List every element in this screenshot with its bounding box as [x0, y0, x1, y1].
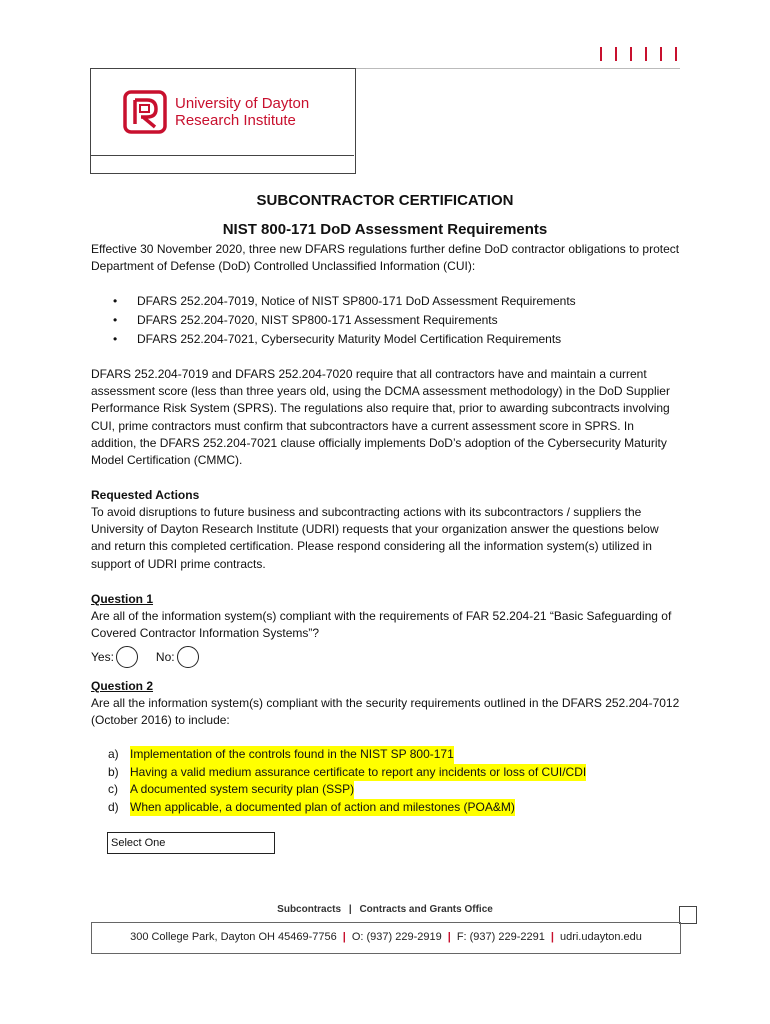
footer-office: Subcontracts | Contracts and Grants Office [277, 904, 493, 915]
header-box-divider [90, 155, 354, 156]
page-subtitle: NIST 800-171 DoD Assessment Requirements [222, 221, 548, 238]
org-name-line2: Research Institute [175, 112, 296, 129]
footer-phone: O: (937) 229-2919 [351, 931, 442, 943]
requested-actions-text: To avoid disruptions to future business and subcontracting actions with its subcontractors / suppliers the University of Dayton Research Institute (UDRI) requests that your organization answer the questions below and return this completed certification. Please respond considering all the information system(s) utilized in support of UDRI prime contracts. [91, 505, 659, 571]
list-item: a) Implementation of the controls found in the NIST SP 800-171 [108, 746, 586, 764]
question2-requirements-list [108, 746, 586, 816]
no-radio[interactable] [177, 646, 199, 668]
requested-actions-heading: Requested Actions [91, 488, 200, 502]
footer-website-link[interactable]: udri.udayton.edu [559, 931, 642, 943]
footer-fax: F: (937) 229-2291 [456, 931, 545, 943]
question1-answer [91, 646, 201, 668]
footer-address: 300 College Park, Dayton OH 45469-7756 [130, 931, 337, 943]
question2-heading: Question 2 [91, 679, 154, 693]
decorative-ticks [600, 47, 677, 61]
list-item: • DFARS 252.204-7019, Notice of NIST SP800-171 DoD Assessment Requirements [113, 294, 576, 308]
udri-logo [123, 90, 309, 134]
requirements-paragraph: DFARS 252.204-7019 and DFARS 252.204-7020 require that all contractors have and maintain a current assessment score (less than three years old, using the DCMA assessment methodology) in the DoD Supplier Performance Risk System (SPRS). The regulations also require that, prior to awarding subcontracts involving CUI, prime contractors must confirm that subcontractors have a current assessment score in SPRS. In addition, the DFARS 252.204-7021 clause officially implements DoD’s adoption of the Cybersecurity Maturity Model Certification (CMMC). [91, 367, 670, 468]
regulation-list [113, 292, 576, 349]
org-name-line1: University of Dayton [175, 95, 310, 112]
yes-label: Yes: [91, 650, 114, 664]
list-item: c) A documented system security plan (SSP) [108, 781, 586, 799]
list-item: b) Having a valid medium assurance certificate to report any incidents or loss of CUI/CDI [108, 764, 586, 782]
question1-text: Are all of the information system(s) compliant with the requirements of FAR 52.204-21 “Basic Safeguarding of Covered Contractor Information Systems”? [91, 609, 672, 641]
list-item: d) When applicable, a documented plan of action and milestones (POA&M) [108, 799, 586, 817]
intro-paragraph: Effective 30 November 2020, three new DFARS regulations further define DoD contractor obligations to protect Department of Defense (DoD) Controlled Unclassified Information (CUI): [91, 242, 680, 274]
question2-text: Are all the information system(s) compliant with the security requirements outlined in the DFARS 252.204-7012 (October 2016) to include: [91, 696, 680, 728]
no-label: No: [155, 650, 175, 664]
question2-answer-select[interactable]: Select One [107, 832, 275, 854]
footer-contact: 300 College Park, Dayton OH 45469-7756 | O: (937) 229-2919 | F: (937) 229-2291 | udri.udayton.edu [130, 931, 642, 943]
page-title: SUBCONTRACTOR CERTIFICATION [256, 192, 514, 209]
yes-radio[interactable] [116, 646, 138, 668]
corner-box [679, 906, 697, 924]
list-item: • DFARS 252.204-7020, NIST SP800-171 Assessment Requirements [113, 313, 498, 327]
question1-heading: Question 1 [91, 592, 154, 606]
udri-logo-icon [123, 90, 167, 134]
list-item: • DFARS 252.204-7021, Cybersecurity Maturity Model Certification Requirements [113, 332, 562, 346]
